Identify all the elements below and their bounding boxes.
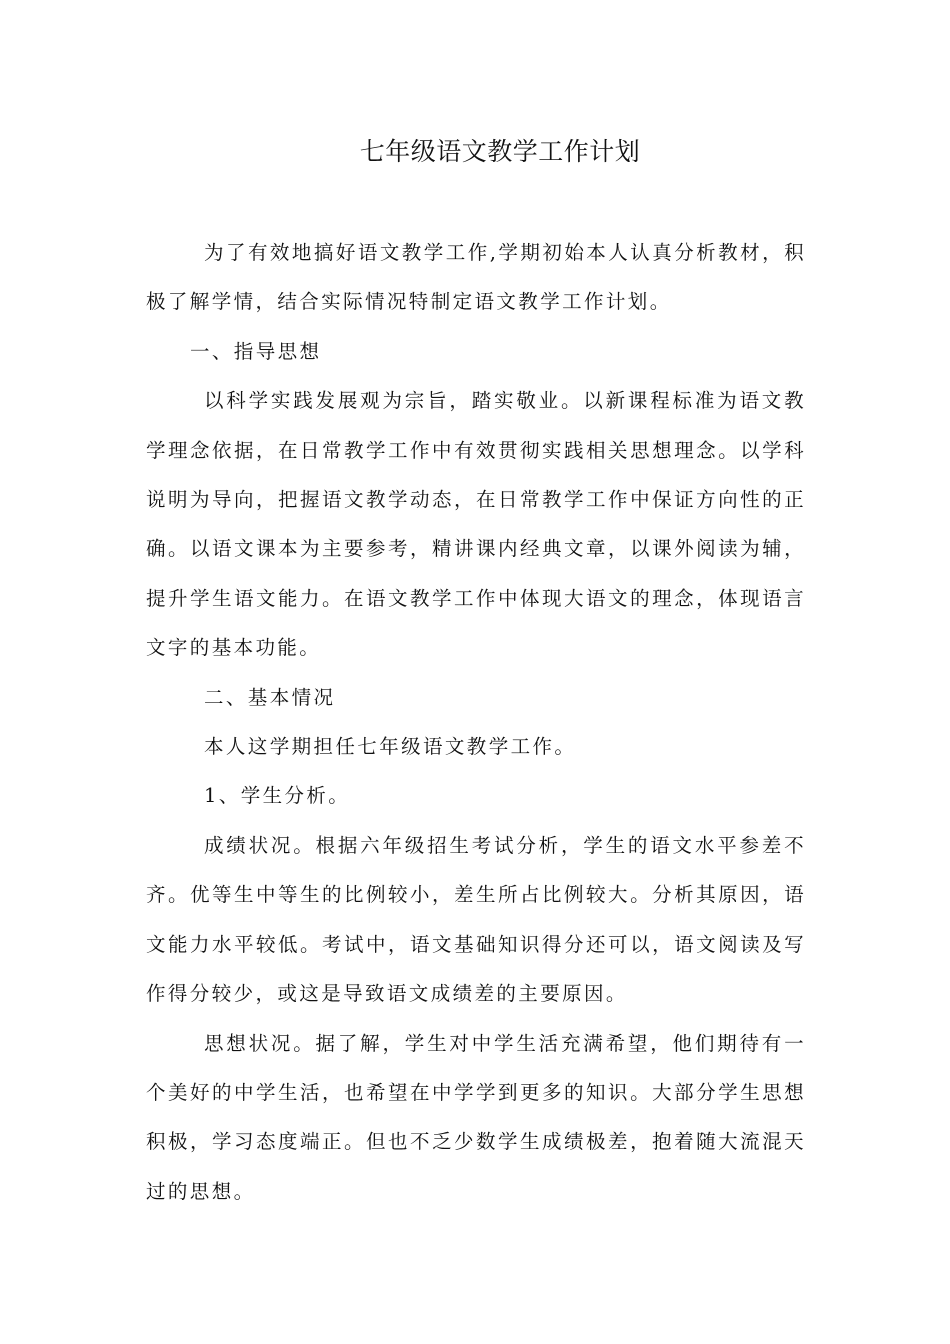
document-body (146, 228, 806, 1216)
basic-situation-paragraph: 本人这学期担任七年级语文教学工作。 (204, 735, 577, 759)
subsection-heading-student-analysis: 1、学生分析。 (204, 784, 351, 808)
intro-paragraph: 为了有效地搞好语文教学工作,学期初始本人认真分析教材，积极了解学情，结合实际情况特制定语文教学工作计划。 (146, 241, 806, 314)
thought-status-paragraph: 思想状况。据了解，学生对中学生活充满希望，他们期待有一个美好的中学生活，也希望在中学学到更多的知识。大部分学生思想积极，学习态度端正。但也不乏少数学生成绩极差，抱着随大流混天过的思想。 (146, 1031, 806, 1203)
section-heading-guiding-ideology: 一、指导思想 (190, 339, 322, 363)
section-heading-basic-situation: 二、基本情况 (204, 685, 336, 709)
guiding-ideology-paragraph: 以科学实践发展观为宗旨，踏实敬业。以新课程标准为语文教学理念依据，在日常教学工作中有效贯彻实践相关思想理念。以学科说明为导向，把握语文教学动态，在日常教学工作中保证方向性的正确。以语文课本为主要参考，精讲课内经典文章，以课外阅读为辅，提升学生语文能力。在语文教学工作中体现大语文的理念，体现语言文字的基本功能。 (146, 389, 806, 660)
document-title: 七年级语文教学工作计划 (359, 137, 641, 166)
grades-status-paragraph: 成绩状况。根据六年级招生考试分析，学生的语文水平参差不齐。优等生中等生的比例较小，差生所占比例较大。分析其原因，语文能力水平较低。考试中，语文基础知识得分还可以，语文阅读及写作得分较少，或这是导致语文成绩差的主要原因。 (146, 833, 806, 1006)
